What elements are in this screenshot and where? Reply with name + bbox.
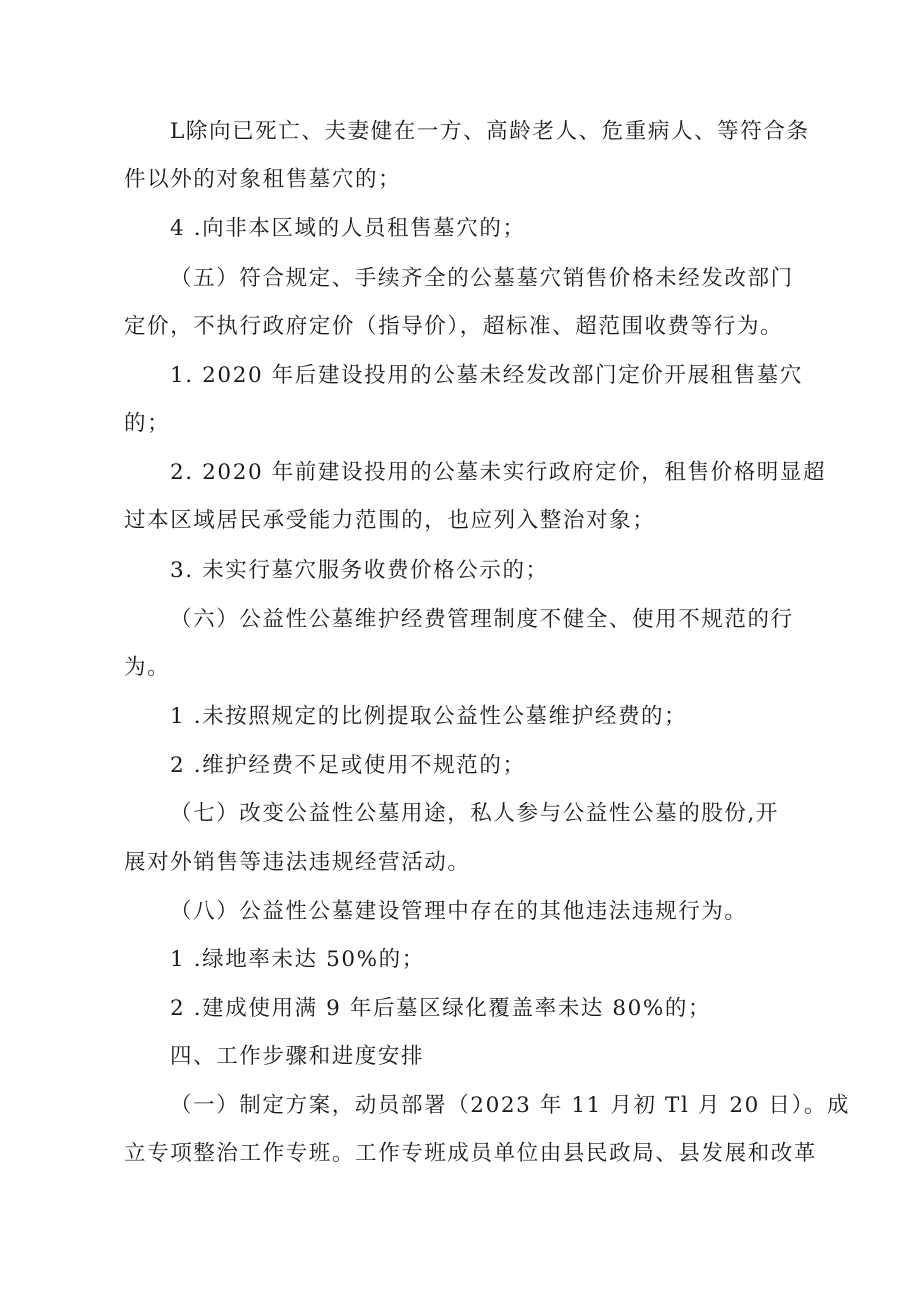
paragraph-7-line-2: 为。	[124, 655, 171, 680]
paragraph-5-line-1: 2. 2020 年前建设投用的公墓未实行政府定价，租售价格明显超	[170, 460, 827, 485]
paragraph-7-line-1: （六）公益性公墓维护经费管理制度不健全、使用不规范的行	[170, 607, 794, 632]
paragraph-6-line-1: 3. 未实行墓穴服务收费价格公示的；	[170, 558, 549, 583]
paragraph-9-line-1: 2 .维护经费不足或使用不规范的；	[170, 753, 526, 778]
paragraph-12-line-1: 1 .绿地率未达 50%的；	[170, 947, 425, 972]
paragraph-15-line-1: （一）制定方案，动员部署（2023 年 11 月初 Tl 月 20 日）。成	[170, 1093, 851, 1118]
paragraph-5-line-2: 过本区域居民承受能力范围的，也应列入整治对象；	[124, 508, 656, 533]
paragraph-4-line-1: 1. 2020 年后建设投用的公墓未经发改部门定价开展租售墓穴	[170, 363, 803, 388]
paragraph-2-line-1: 4 .向非本区域的人员租售墓穴的；	[170, 216, 526, 241]
paragraph-4-line-2: 的；	[124, 411, 171, 436]
paragraph-15-line-2: 立专项整治工作专班。工作专班成员单位由县民政局、县发展和改革	[124, 1141, 818, 1166]
paragraph-11-line-1: （八）公益性公墓建设管理中存在的其他违法违规行为。	[170, 899, 748, 924]
paragraph-3-line-2: 定价，不执行政府定价（指导价），超标准、超范围收费等行为。	[124, 314, 784, 339]
paragraph-10-line-1: （七）改变公益性公墓用途，私人参与公益性公墓的股份,开	[170, 801, 780, 826]
paragraph-8-line-1: 1 .未按照规定的比例提取公益性公墓维护经费的；	[170, 704, 688, 729]
paragraph-1-line-2: 件以外的对象租售墓穴的；	[124, 167, 402, 192]
section-heading: 四、工作步骤和进度安排	[170, 1044, 425, 1069]
paragraph-3-line-1: （五）符合规定、手续齐全的公墓墓穴销售价格未经发改部门	[170, 266, 794, 291]
paragraph-13-line-1: 2 .建成使用满 9 年后墓区绿化覆盖率未达 80%的；	[170, 996, 712, 1021]
paragraph-1-line-1: L除向已死亡、夫妻健在一方、高龄老人、危重病人、等符合条	[170, 119, 810, 144]
paragraph-10-line-2: 展对外销售等违法违规经营活动。	[124, 850, 471, 875]
